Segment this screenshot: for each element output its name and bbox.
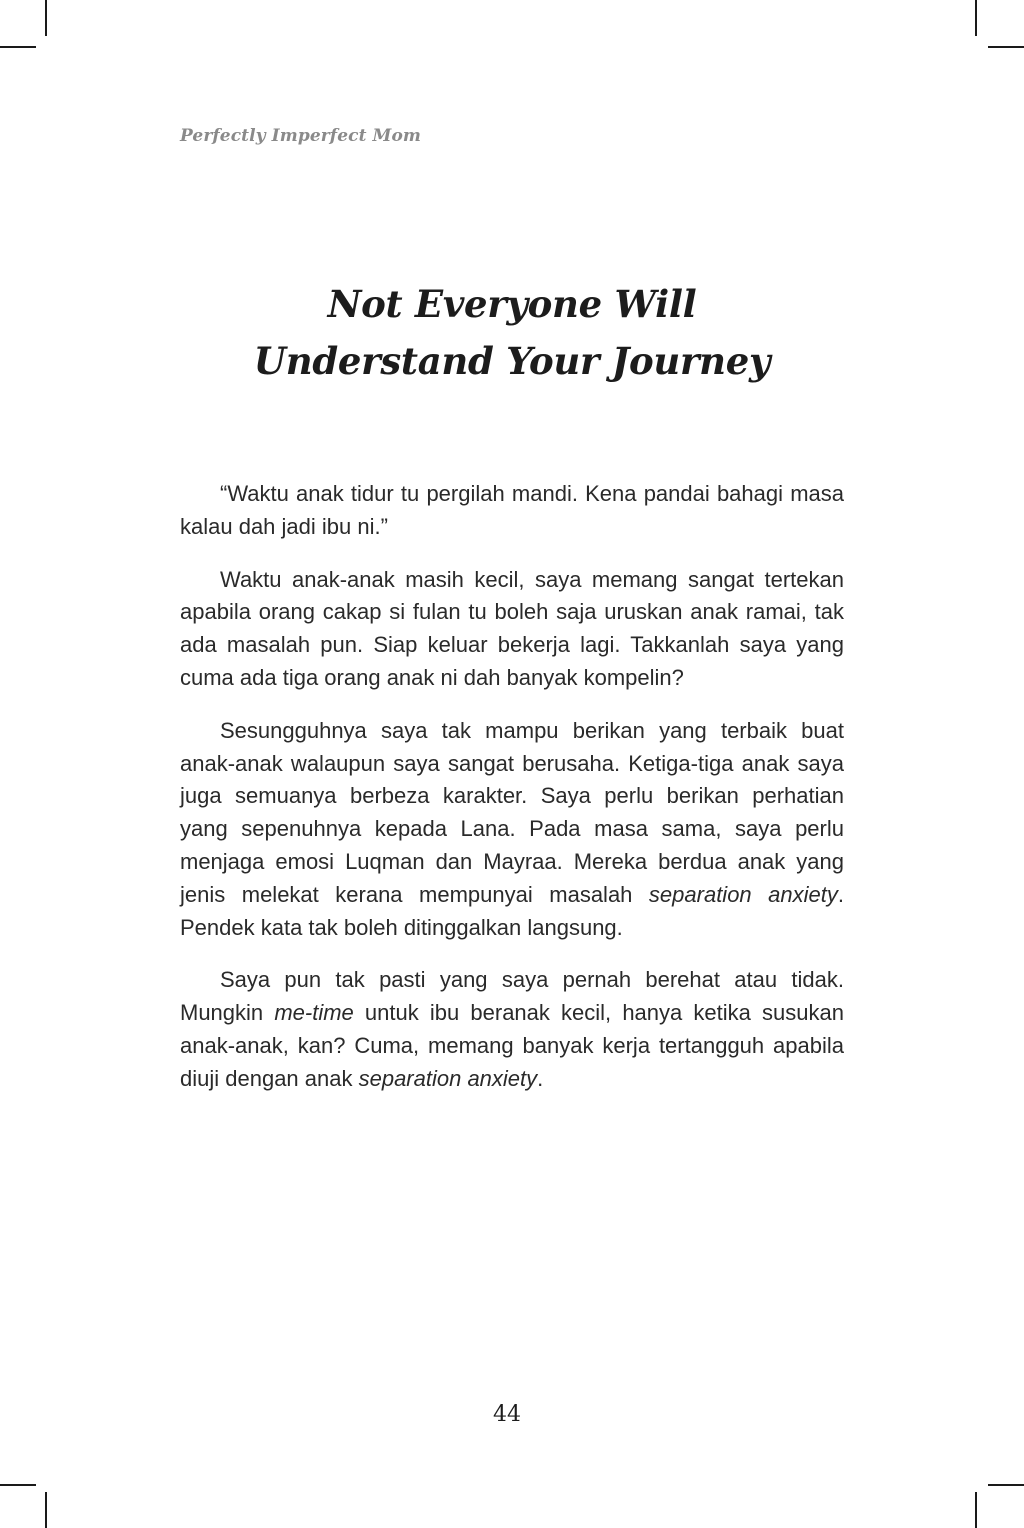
paragraph-2-text: Waktu anak-anak masih kecil, saya memang sangat tertekan apabila orang cakap si fulan tu boleh saja uruskan anak ramai, tak ada masalah pun. Siap keluar bekerja lagi. Takkanlah saya yang cuma ada tiga orang anak ni dah banyak kompelin?	[180, 566, 844, 690]
paragraph-3	[180, 715, 844, 945]
crop-mark-top-right-vertical	[975, 0, 977, 36]
paragraph-4-text-a: Saya pun tak pasti yang saya pernah berehat atau tidak. Mungkin	[180, 967, 844, 1026]
chapter-title-line-2: Understand Your Journey	[253, 339, 771, 383]
body-text	[180, 478, 844, 1116]
chapter-title	[180, 276, 844, 390]
paragraph-4-italic-term-2: separation anxiety	[358, 1065, 538, 1091]
paragraph-3-text-a: Sesungguhnya saya tak mampu berikan yang terbaik buat anak-anak walaupun saya sangat berusaha. Ketiga-tiga anak saya juga semuanya berbeza karakter. Saya perlu berikan perhatian yang sepenuhnya kepada Lana. Pada masa sama, saya perlu menjaga emosi Luqman dan Mayraa. Mereka berdua anak yang jenis melekat kerana mempunyai masalah	[180, 717, 844, 907]
crop-mark-bottom-right-horizontal	[988, 1484, 1024, 1486]
crop-mark-top-left-horizontal	[0, 46, 36, 48]
crop-mark-top-left-vertical	[45, 0, 47, 36]
chapter-title-line-1: Not Everyone Will	[327, 282, 697, 326]
running-header: Perfectly Imperfect Mom	[180, 126, 421, 146]
crop-mark-bottom-left-horizontal	[0, 1484, 36, 1486]
paragraph-3-italic-term: separation anxiety	[648, 881, 838, 907]
paragraph-4	[180, 964, 844, 1095]
paragraph-1	[180, 478, 844, 544]
paragraph-4-text-c: .	[537, 1065, 544, 1091]
paragraph-3-text-b: . Pendek kata tak boleh ditinggalkan langsung.	[180, 881, 844, 940]
paragraph-2	[180, 564, 844, 695]
paragraph-4-text-b: untuk ibu beranak kecil, hanya ketika susukan anak-anak, kan? Cuma, memang banyak kerja tertangguh apabila diuji dengan anak	[180, 1000, 844, 1091]
crop-mark-bottom-right-vertical	[975, 1492, 977, 1528]
crop-mark-top-right-horizontal	[988, 46, 1024, 48]
paragraph-1-text: “Waktu anak tidur tu pergilah mandi. Kena pandai bahagi masa kalau dah jadi ibu ni.”	[180, 481, 844, 539]
crop-mark-bottom-left-vertical	[45, 1492, 47, 1528]
paragraph-4-italic-term-1: me-time	[274, 1000, 354, 1026]
page-number: 44	[493, 1402, 521, 1427]
